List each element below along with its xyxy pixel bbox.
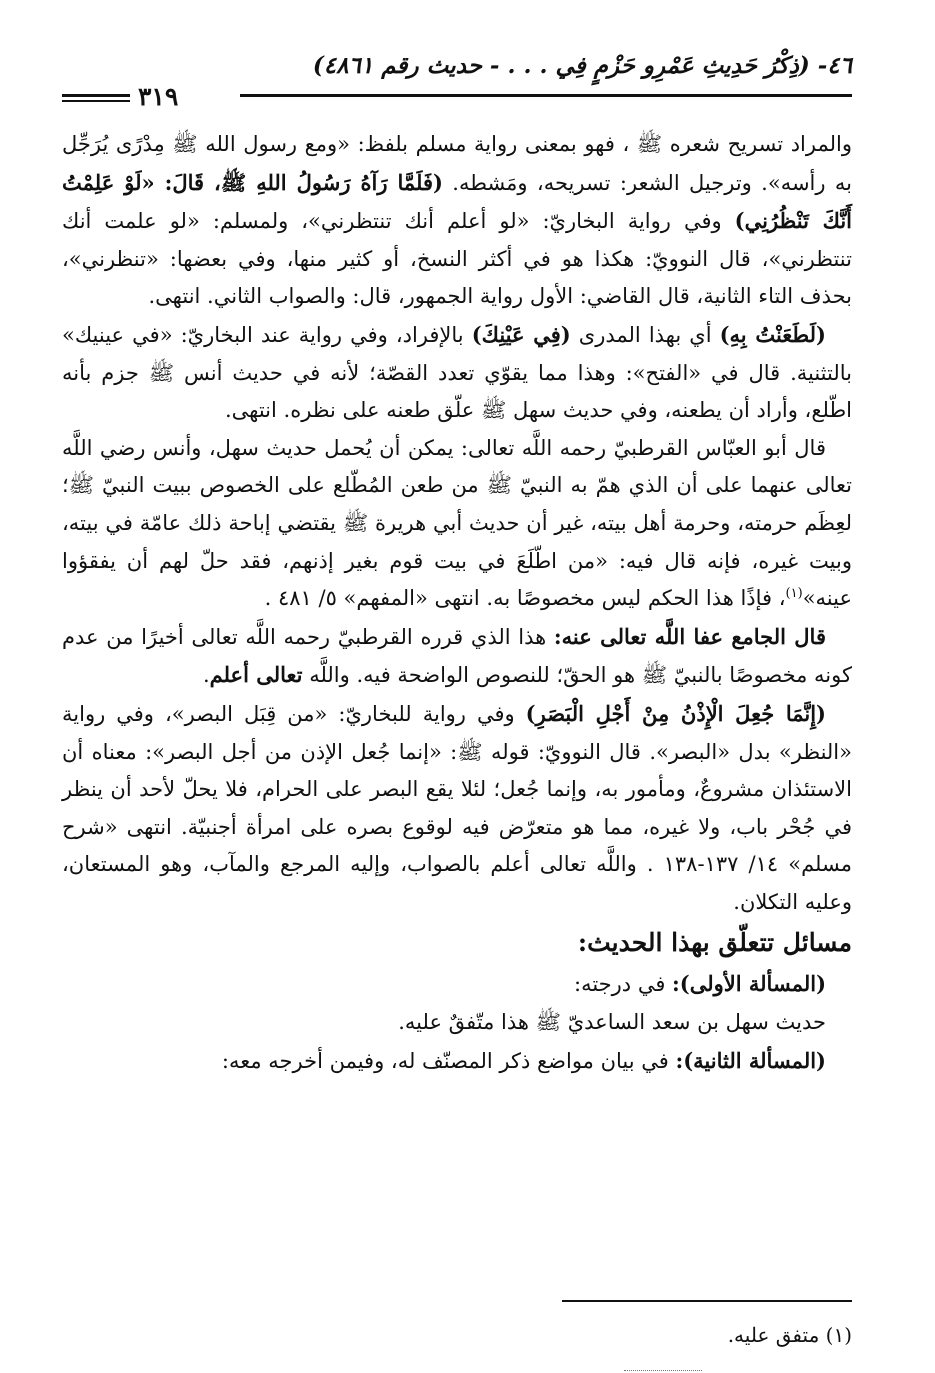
text-segment-bold: تعالى أعلم	[209, 662, 303, 688]
text-segment: وفي رواية البخاريّ: «لو أعلم أنك تنتظرني»، ولمسلم: «لو علمت أنك تنتظرني»، قال النوويّ: هكذا هو في أكثر النسخ، أو كثير منها، وفي بعضها: «تنظرني»، بحذف التاء الثانية، قال القاضي: الأول رواية الجمهور، قال: والصواب الثاني. انتهى.	[62, 209, 852, 309]
footnote: (١) متفق عليه.	[727, 1323, 852, 1347]
quoted-hadith-text: (لَطَعَنْتُ بِهِ)	[719, 321, 826, 347]
paragraph-1	[62, 126, 852, 316]
text-segment: هذا الذي قرره القرطبيّ رحمه اللَّه تعالى أخيرًا من عدم كونه مخصوصًا بالنبيّ ﷺ هو الحقّ؛ للنصوص الواضحة فيه. واللَّه	[62, 624, 852, 688]
paragraph-4	[62, 618, 852, 695]
paragraph-2	[62, 316, 852, 430]
question-text: في بيان مواضع ذكر المصنّف له، وفيمن أخرجه معه:	[221, 1048, 676, 1073]
text-segment: وفي رواية للبخاريّ: «من قِبَل البصر»، وفي رواية «النظر» بدل «البصر». قال النوويّ: قوله ﷺ: «إنما جُعل الإذن من أجل البصر»: معناه أن الاستئذان مشروعٌ، ومأمور به، وإنما جُعل؛ لئلا يقع البصر على الحرام، فلا يحلّ لأحد أن ينظر في جُحْر باب، ولا غيره، مما هو متعرّض فيه لوقوع بصره على امرأة أجنبيّة. انتهى «شرح مسلم» ١٤/ ١٣٧-١٣٨ . واللَّه تعالى أعلم بالصواب، وإليه المرجع والمآب، وهو المستعان، وعليه التكلان.	[62, 701, 852, 914]
page-number: ٣١٩	[138, 82, 179, 111]
page-header	[62, 48, 852, 111]
question-label: (المسألة الأولى):	[672, 971, 826, 997]
question-label: (المسألة الثانية):	[675, 1047, 826, 1073]
text-segment: بالإفراد، وفي رواية عند البخاريّ: «في عينيك» بالتثنية. قال في «الفتح»: وهذا مما يقوّي تعدد القصّة؛ لأنه في حديث أنس ﷺ جزم بأنه اطّلع، وأراد أن يطعنه، وفي حديث سهل ﷺ علّق طعنه على نظره. انتهى.	[62, 322, 852, 423]
text-segment: قال أبو العبّاس القرطبيّ رحمه اللَّه تعالى: يمكن أن يُحمل حديث سهل، وأنس رضي اللَّه تعالى عنهما على أن الذي همّ به النبيّ ﷺ من طعن المُطّلع على الخصوص ببيت النبيّ ﷺ؛ لعِظَم حرمته، وحرمة أهل بيته، غير أن حديث أبي هريرة ﷺ يقتضي إباحة ذلك عامّة في بيته، وبيت غيره، فإنه قال فيه: «من اطّلَعَ في بيت قوم بغير إذنهم، فقد حلّ لهم أن يفقؤوا عينه»	[62, 435, 852, 611]
running-title: ٤٦- (ذِكْرُ حَدِيثِ عَمْرِو حَزْمٍ فِي . . . - حديث رقم ٤٨٦١)	[312, 52, 852, 79]
text-segment: ، فإذًا هذا الحكم ليس مخصوصًا به. انتهى «المفهم» ٥/ ٤٨١ .	[264, 586, 786, 611]
text-segment: والمراد تسريح شعره ﷺ ، فهو بمعنى رواية مسلم بلفظ: «ومع رسول الله ﷺ مِدْرًى يُرَجِّل به رأسه». وترجيل الشعر: تسريحه، ومَشطه.	[62, 132, 852, 195]
question-1	[62, 965, 852, 1004]
footnote-separator	[562, 1300, 852, 1302]
header-rule	[240, 94, 852, 97]
text-segment: أي بهذا المدرى	[570, 322, 720, 347]
quoted-hadith-text: (إِنَّمَا جُعِلَ الْإِذْنُ مِنْ أَجْلِ الْبَصَرِ)	[525, 700, 826, 726]
document-page	[62, 48, 852, 1348]
paragraph-3	[62, 430, 852, 618]
quoted-hadith-text: (فِي عَيْنِكَ)	[471, 321, 571, 347]
question-2	[62, 1042, 852, 1081]
question-1-detail: حديث سهل بن سعد الساعديّ ﷺ هذا متّفقٌ عليه.	[398, 1010, 826, 1035]
author-note-label: قال الجامع عفا اللَّه تعالى عنه:	[553, 623, 826, 649]
section-heading: مسائل تتعلّق بهذا الحديث:	[577, 928, 852, 958]
footnote-marker[interactable]: (١)	[785, 586, 803, 602]
bottom-dotted-line	[624, 1370, 702, 1371]
quoted-hadith-text: (فَلَمَّا رَآهُ رَسُولُ اللهِ ﷺ، قَالَ: «لَوْ عَلِمْتُ أَنَّكَ تَنْظُرُنِي)	[62, 169, 852, 234]
question-text: في درجته:	[574, 972, 673, 997]
paragraph-5	[62, 695, 852, 922]
main-text	[62, 126, 852, 1080]
page-number-underline	[62, 94, 130, 102]
text-segment: .	[202, 663, 210, 688]
